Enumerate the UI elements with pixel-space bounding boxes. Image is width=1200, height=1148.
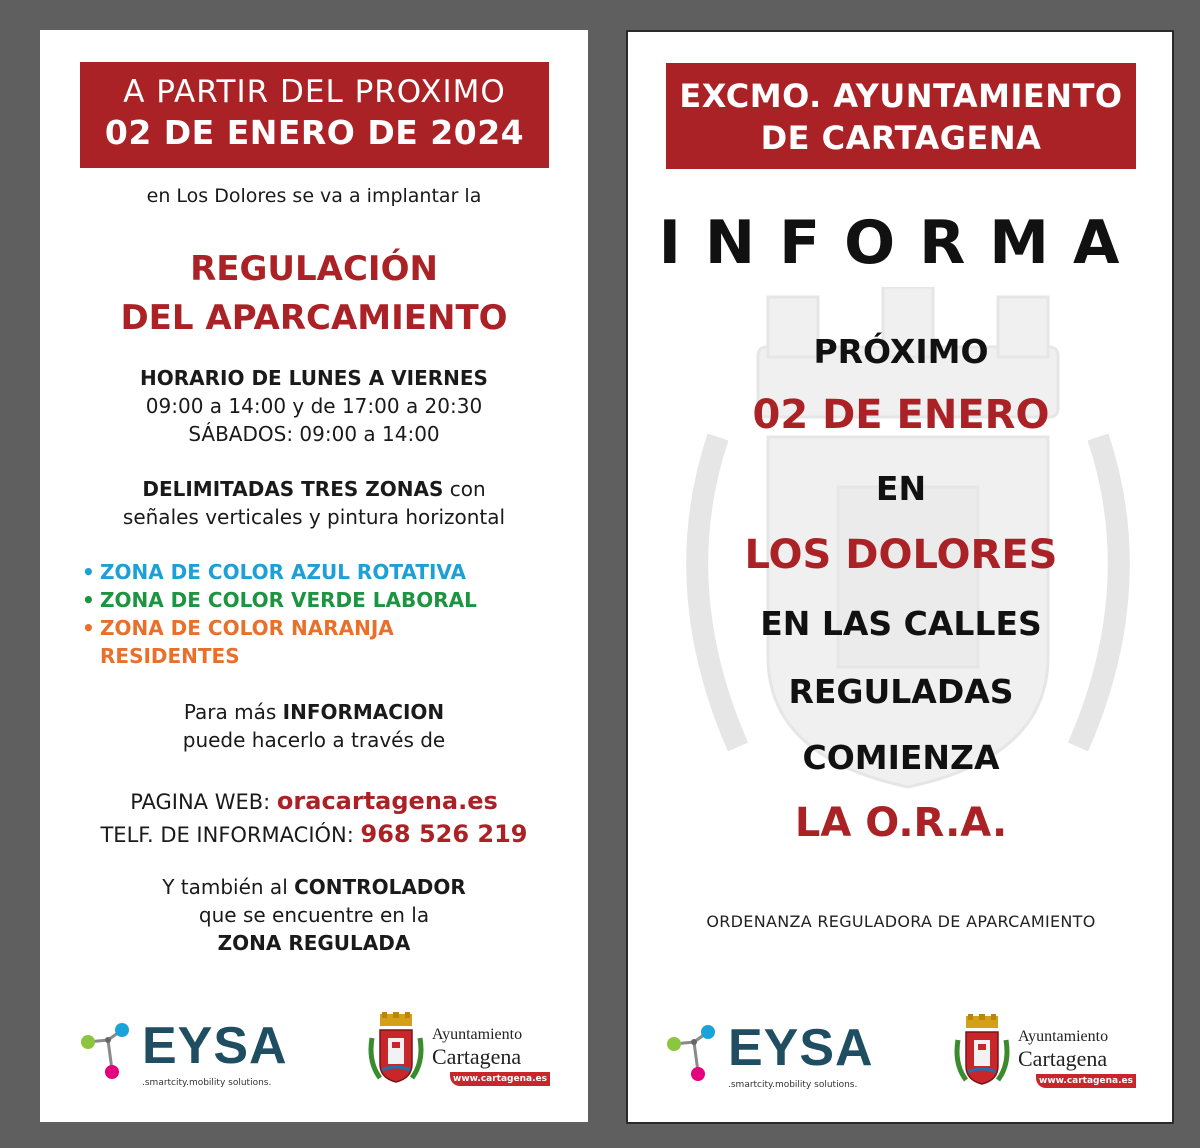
controller-bold: CONTROLADOR [294,875,466,899]
zone-label: ZONA DE COLOR VERDE LABORAL [100,588,477,612]
info-text [40,698,588,754]
zones-line2: señales verticales y pintura horizontal [122,505,506,529]
schedule [40,364,588,448]
ayto-url[interactable]: www.cartagena.es [1036,1074,1136,1088]
schedule-title: HORARIO DE LUNES A VIERNES [140,366,488,390]
zones-description [40,475,588,531]
line-ora: LA O.R.A. [794,800,1008,846]
ayuntamiento-logo [366,1012,556,1092]
line-calles: EN LAS CALLES [760,604,1042,643]
zone-list-item [82,586,562,614]
bullet-icon: • [82,560,95,584]
zone-list-item [82,558,562,586]
banner-line1: A PARTIR DEL PROXIMO [123,74,506,110]
bullet-icon: • [82,616,95,640]
line-en: EN [875,469,927,508]
eysa-logo-right [664,1020,894,1092]
date-banner [80,62,549,168]
eysa-molecule-icon [664,1022,726,1084]
right-flyer [626,30,1174,1124]
zone-label: ZONA DE COLOR AZUL ROTATIVA [100,560,467,584]
intro-text: en Los Dolores se va a implantar la [146,185,482,207]
info-line2: puede hacerlo a través de [182,728,446,752]
web-link[interactable]: oracartagena.es [276,787,498,815]
controller-line2: que se encuentre en la [198,903,430,927]
eysa-logo [78,1018,308,1090]
ayto-line2: Cartagena [1018,1046,1108,1071]
zone-label: ZONA DE COLOR NARANJA RESIDENTES [100,616,394,668]
ayto-line2: Cartagena [432,1044,522,1069]
regulation-title [40,245,588,343]
regulation-line1: REGULACIÓN [190,249,438,289]
ayuntamiento-logo-right [952,1014,1142,1094]
council-line1: EXCMO. AYUNTAMIENTO [679,77,1123,115]
eysa-wordmark: EYSA [142,1017,288,1075]
phone-label: TELF. DE INFORMACIÓN: [100,823,361,847]
zones-bold: DELIMITADAS TRES ZONAS [142,477,444,501]
coat-of-arms-icon [952,1014,1012,1092]
eysa-tagline: .smartcity.mobility solutions. [728,1080,858,1090]
coat-of-arms-icon [366,1012,426,1090]
zone-list [82,558,562,670]
controller-line3: ZONA REGULADA [217,931,411,955]
schedule-weekdays: 09:00 a 14:00 y de 17:00 a 20:30 [145,394,483,418]
zones-rest: con [443,477,486,501]
bullet-icon: • [82,588,95,612]
ayto-line1: Ayuntamiento [1018,1028,1109,1045]
eysa-tagline: .smartcity.mobility solutions. [142,1078,272,1088]
eysa-molecule-icon [78,1020,140,1082]
info-bold: INFORMACION [282,700,445,724]
controller-text [40,873,588,957]
controller-pre: Y también al [162,875,295,899]
ordinance-text: ORDENANZA REGULADORA DE APARCAMIENTO [706,912,1096,931]
line-comienza: COMIENZA [802,738,1000,777]
left-flyer [40,30,588,1122]
zone-list-item [82,614,562,670]
info-pre: Para más [183,700,283,724]
council-line2: DE CARTAGENA [760,119,1042,157]
phone-number[interactable]: 968 526 219 [360,820,528,848]
ayto-line1: Ayuntamiento [432,1026,523,1043]
line-los-dolores: LOS DOLORES [744,532,1058,578]
regulation-line2: DEL APARCAMIENTO [120,298,508,338]
ayto-url[interactable]: www.cartagena.es [450,1072,550,1086]
contact-block [40,785,588,851]
banner-line2: 02 DE ENERO DE 2024 [104,113,525,152]
informa-heading: INFORMA [658,208,1144,278]
web-label: PAGINA WEB: [130,790,277,814]
schedule-saturday: SÁBADOS: 09:00 a 14:00 [188,422,440,446]
city-council-banner [666,63,1136,169]
line-date: 02 DE ENERO [752,392,1050,438]
line-proximo: PRÓXIMO [813,332,989,371]
eysa-wordmark: EYSA [728,1019,874,1077]
line-reguladas: REGULADAS [788,672,1014,711]
